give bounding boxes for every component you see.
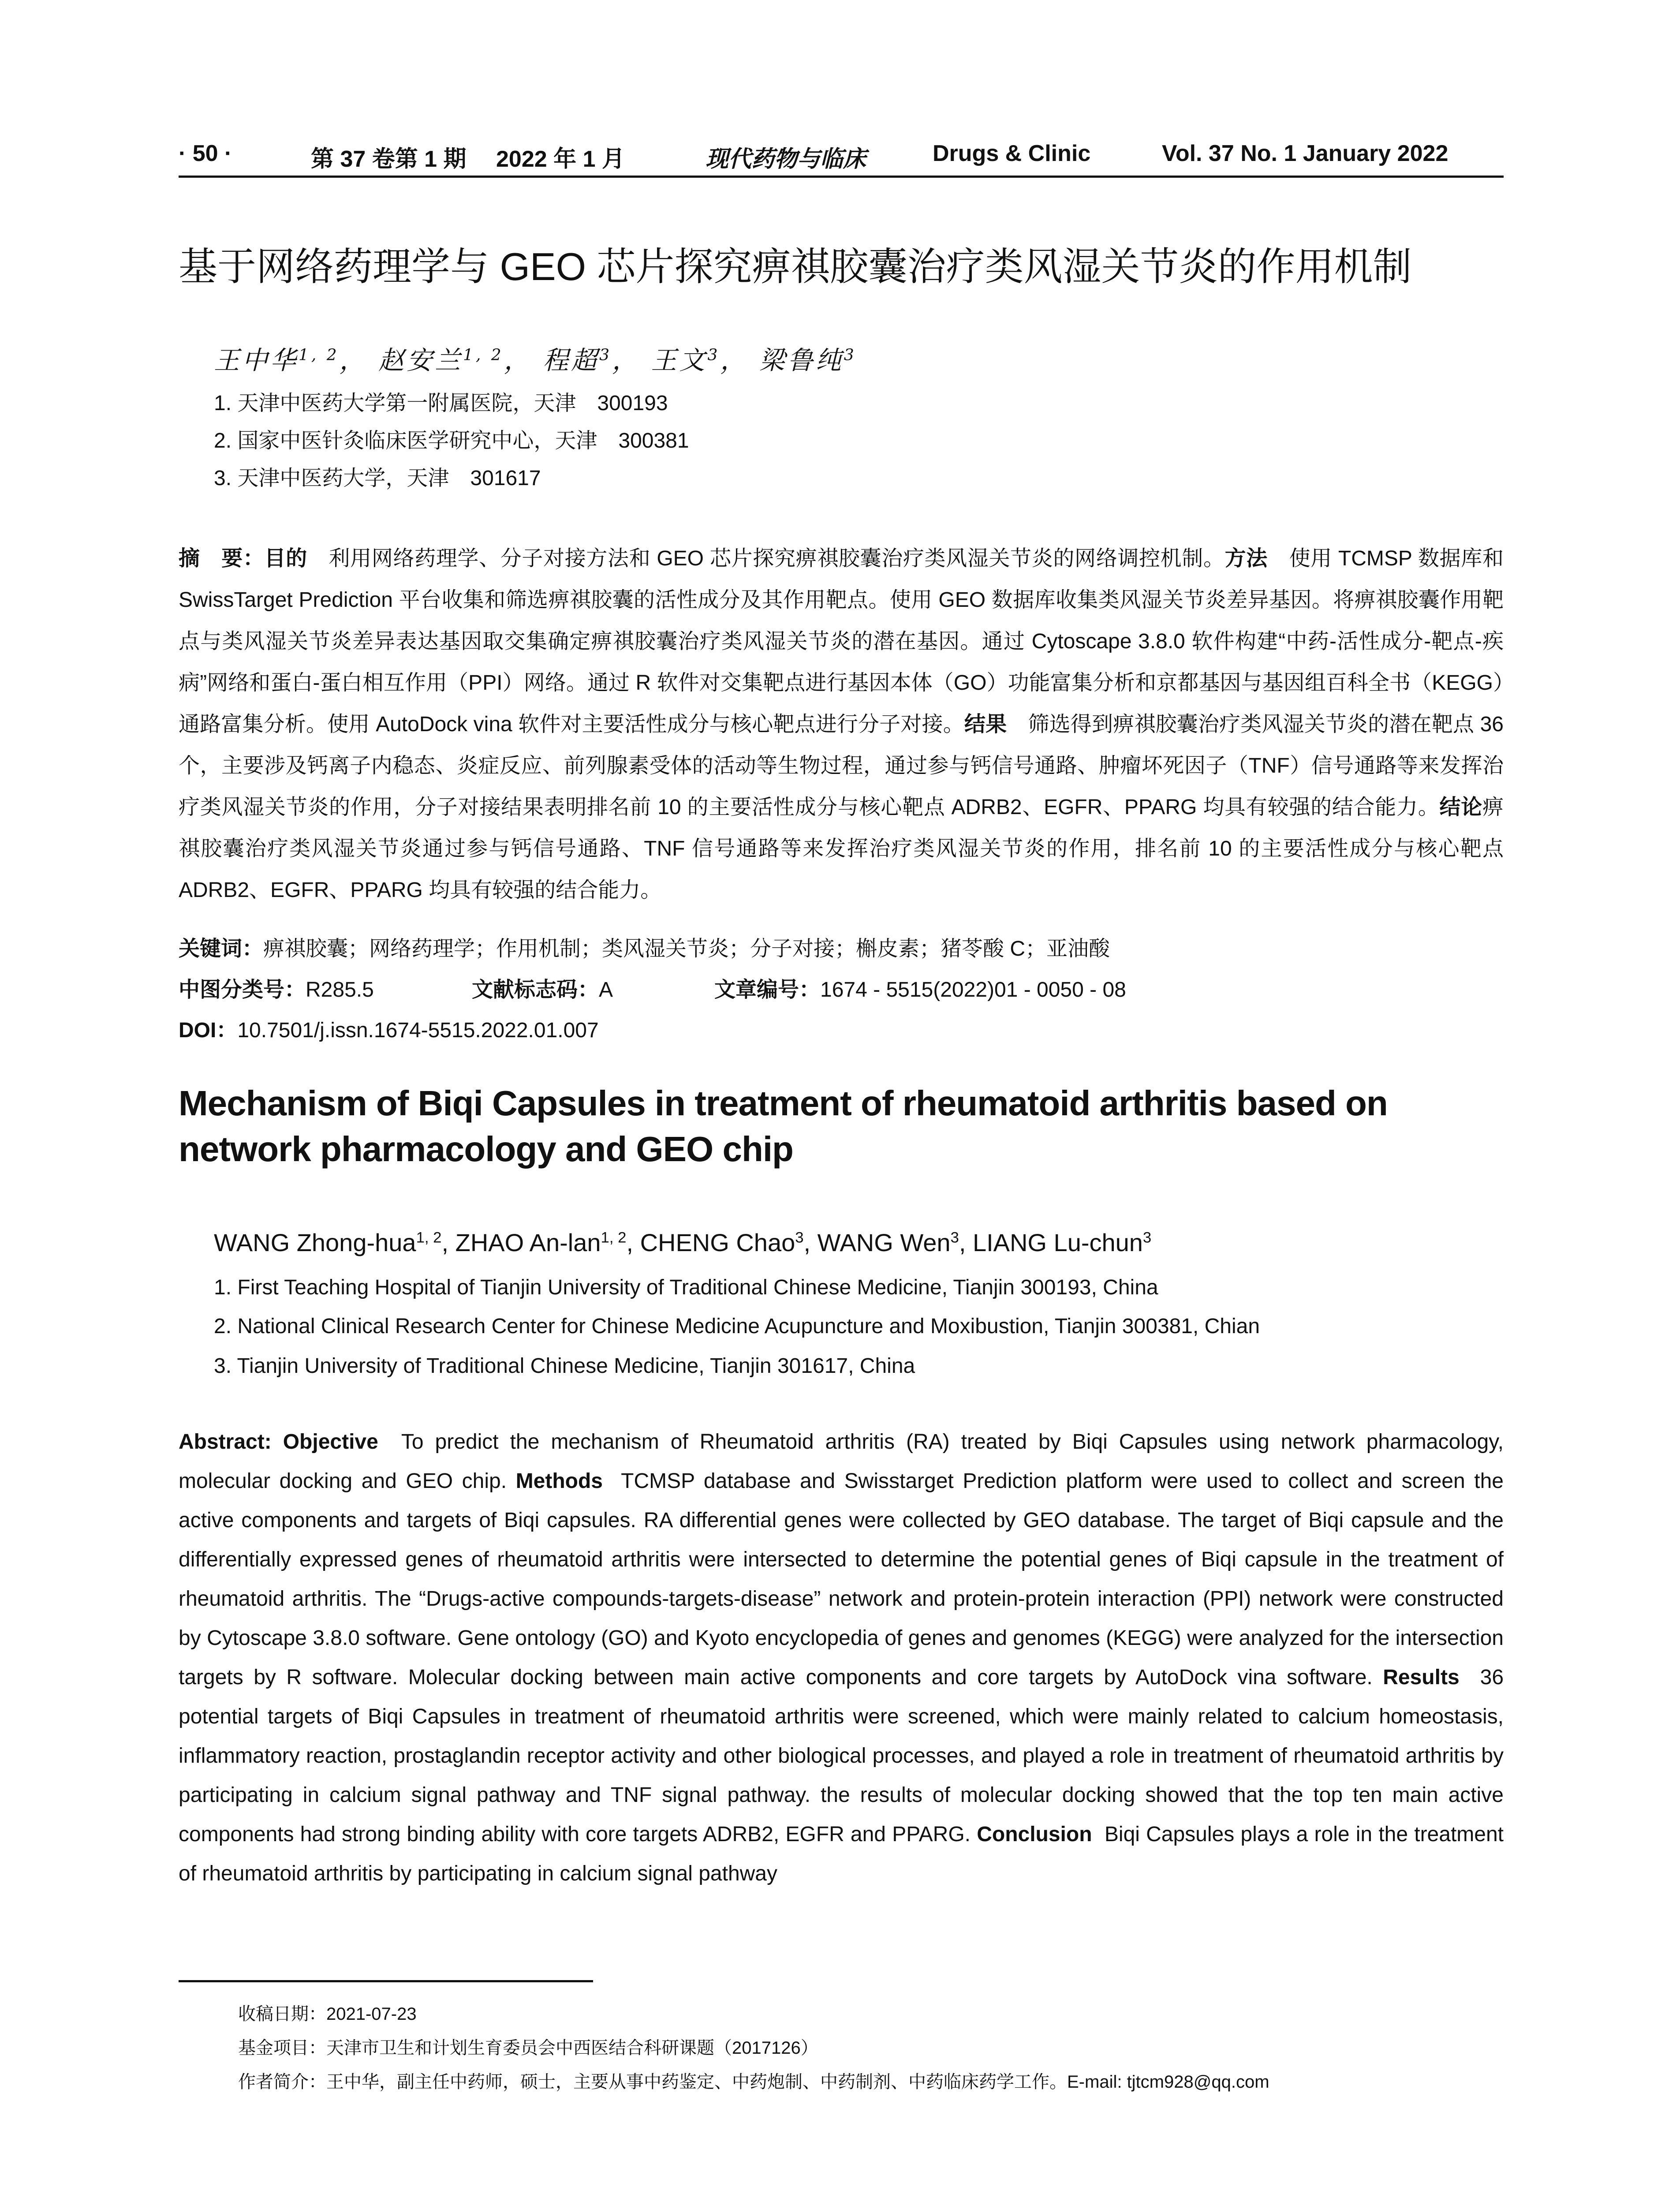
author-name: WANG Zhong-hua [214, 1229, 416, 1256]
author-affiliation-mark: 3 [795, 1229, 804, 1246]
conclusion-label: 结论 [1439, 796, 1482, 819]
author-affiliation-mark: 1, 2 [601, 1229, 627, 1246]
abstract-en [179, 1422, 1504, 1893]
authors-cn: 王中华$^{1, 2}$， 赵安兰$^{1, 2}$， 程超$^3$， 王文$^3$， 梁鲁纯$^3$ [214, 345, 857, 375]
affiliation-cn: 3. 天津中医药大学，天津 301617 [214, 467, 541, 490]
footnote-divider [179, 1980, 593, 1982]
page-number: · 50 · [179, 141, 232, 166]
affiliation-en: 3. Tianjin University of Traditional Chinese Medicine, Tianjin 301617, China [214, 1354, 915, 1378]
author-name: 王中华 [214, 345, 299, 375]
clc-number: 中图分类号：R285.5 [179, 978, 374, 1002]
author-affiliation-mark: 1, 2 [416, 1229, 442, 1246]
affiliation-cn: 2. 国家中医针灸临床医学研究中心，天津 300381 [214, 429, 689, 452]
objective-label: Objective [283, 1430, 378, 1454]
volume-issue-en: Vol. 37 No. 1 January 2022 [1162, 141, 1449, 166]
keywords-text: 痹祺胶囊；网络药理学；作用机制；类风湿关节炎；分子对接；槲皮素；猪苓酸 C；亚油酸 [263, 937, 1110, 960]
objective-label: 目的 [264, 547, 307, 570]
results-text: 筛选得到痹祺胶囊治疗类风湿关节炎的潜在靶点 36 个，主要涉及钙离子内稳态、炎症反应、前列腺素受体的活动等生物过程，通过参与钙信号通路、肿瘤坏死因子（TNF）信号通路等来发挥治疗类风湿关节炎的作用，分子对接结果表明排名前 10 的主要活性成分与核心靶点 ADRB2、EGFR、PPARG 均具有较强的结合能力。 [179, 713, 1504, 819]
journal-name-cn: 现代药物与临床 [706, 146, 866, 172]
methods-text: 使用 TCMSP 数据库和 SwissTarget Prediction 平台收集和筛选痹祺胶囊的活性成分及其作用靶点。使用 GEO 数据库收集类风湿关节炎差异基因。将痹祺胶囊作用靶点与类风湿关节炎差异表达基因取交集确定痹祺胶囊治疗类风湿关节炎的潜在基因。通过 Cytoscape 3.8.0 软件构建“中药-活性成分-靶点-疾病”网络和蛋白-蛋白相互作用（PPI）网络。通过 R 软件对交集靶点进行基因本体（GO）功能富集分析和京都基因与基因组百科全书（KEGG）通路富集分析。使用 AutoDock vina 软件对主要活性成分与核心靶点进行分子对接。 [179, 547, 1504, 736]
author-name: CHENG Chao [640, 1229, 795, 1256]
abstract-cn [179, 538, 1504, 911]
article-number: 文章编号：1674 - 5515(2022)01 - 0050 - 08 [714, 978, 1126, 1002]
author-affiliation-mark: 3 [1142, 1229, 1152, 1246]
affiliation-en: 2. National Clinical Research Center for Chinese Medicine Acupuncture and Moxibustion, Tianjin 300381, Chian [214, 1315, 1260, 1338]
author-affiliation-mark: 3 [599, 346, 612, 364]
title-cn: 基于网络药理学与 GEO 芯片探究痹祺胶囊治疗类风湿关节炎的作用机制 [179, 245, 1412, 288]
running-header [179, 140, 1504, 176]
keywords [179, 931, 1110, 962]
results-text: 36 potential targets of Biqi Capsules in treatment of rheumatoid arthritis were screened, which were mainly related to calcium homeostasis, inflammatory reaction, prostaglandin receptor activity and other biological processes, and played a role in treatment of rheumatoid arthritis by participating in calcium signal pathway and TNF signal pathway. the results of molecular docking showed that the top ten main active components had strong binding ability with core targets ADRB2, EGFR and PPARG. [179, 1666, 1504, 1846]
abstract-label: 摘 要： [179, 547, 265, 570]
results-label: Results [1383, 1666, 1460, 1689]
author-name: LIANG Lu-chun [972, 1229, 1143, 1256]
methods-label: Methods [515, 1469, 603, 1493]
footnote-fund: 基金项目：天津市卫生和计划生育委员会中西医结合科研课题（2017126） [238, 2038, 818, 2058]
journal-name-en: Drugs & Clinic [933, 141, 1091, 166]
volume-issue-cn: 第 37 卷第 1 期 [311, 146, 467, 172]
methods-label: 方法 [1225, 547, 1268, 570]
author-affiliation-mark: 1, 2 [463, 346, 504, 364]
author-name: 程超 [543, 345, 600, 375]
affiliation-cn: 1. 天津中医药大学第一附属医院，天津 300193 [214, 392, 668, 415]
authors-en: WANG Zhong-hua$^{1, 2}$, ZHAO An-lan$^{1, 2}$, CHENG Chao$^3$, WANG Wen$^3$, LIANG Lu-chun$^3$ [214, 1229, 1152, 1256]
doi [179, 1013, 599, 1043]
document-code: 文献标志码：A [472, 978, 613, 1002]
author-affiliation-mark: 1, 2 [299, 346, 340, 364]
author-affiliation-mark: 3 [950, 1229, 959, 1246]
objective-text: To predict the mechanism of Rheumatoid arthritis (RA) treated by Biqi Capsules using network pharmacology, molecular docking and GEO chip. [179, 1430, 1504, 1493]
methods-text: TCMSP database and Swisstarget Prediction platform were used to collect and screen the active components and targets of Biqi capsules. RA differential genes were collected by GEO database. The target of Biqi capsule and the differentially expressed genes of rheumatoid arthritis were intersected to determine the potential genes of Biqi capsule in the treatment of rheumatoid arthritis. The “Drugs-active compounds-targets-disease” network and protein-protein interaction (PPI) network were constructed by Cytoscape 3.8.0 software. Gene ontology (GO) and Kyoto encyclopedia of genes and genomes (KEGG) were analyzed for the intersection targets by R software. Molecular docking between main active components and core targets by AutoDock vina software. [179, 1469, 1504, 1689]
conclusion-label: Conclusion [977, 1823, 1092, 1846]
doi-label: DOI： [179, 1019, 238, 1042]
footnote-author: 作者简介：王中华，副主任中药师，硕士，主要从事中药鉴定、中药炮制、中药制剂、中药临床药学工作。E-mail: tjtcm928@qq.com [238, 2072, 1269, 2092]
author-affiliation-mark: 3 [707, 346, 721, 364]
title-en: Mechanism of Biqi Capsules in treatment of rheumatoid arthritis based on network pharmacology and GEO chip [179, 1084, 1388, 1169]
author-affiliation-mark: 3 [844, 346, 857, 364]
footnote-received: 收稿日期：2021-07-23 [238, 2004, 417, 2024]
author-name: 赵安兰 [378, 345, 463, 375]
date-cn: 2022 年 1 月 [496, 146, 625, 172]
keywords-label: 关键词： [179, 937, 264, 960]
author-name: 梁鲁纯 [759, 345, 844, 375]
objective-text: 利用网络药理学、分子对接方法和 GEO 芯片探究痹祺胶囊治疗类风湿关节炎的网络调控机制。 [329, 547, 1225, 570]
header-divider [179, 176, 1504, 178]
results-label: 结果 [964, 713, 1007, 736]
conclusion-text: 痹祺胶囊治疗类风湿关节炎通过参与钙信号通路、TNF 信号通路等来发挥治疗类风湿关节炎的作用，排名前 10 的主要活性成分与核心靶点 ADRB2、EGFR、PPARG 均具有较强的结合能力。 [179, 796, 1504, 902]
affiliation-en: 1. First Teaching Hospital of Tianjin University of Traditional Chinese Medicine, Tianjin 300193, China [214, 1276, 1158, 1299]
doi-value[interactable]: 10.7501/j.issn.1674-5515.2022.01.007 [237, 1019, 599, 1042]
author-name: 王文 [651, 345, 708, 375]
author-name: ZHAO An-lan [455, 1229, 601, 1256]
abstract-label: Abstract: [179, 1430, 283, 1454]
conclusion-text: Biqi Capsules plays a role in the treatment of rheumatoid arthritis by participating in calcium signal pathway [179, 1823, 1504, 1885]
author-name: WANG Wen [817, 1229, 951, 1256]
